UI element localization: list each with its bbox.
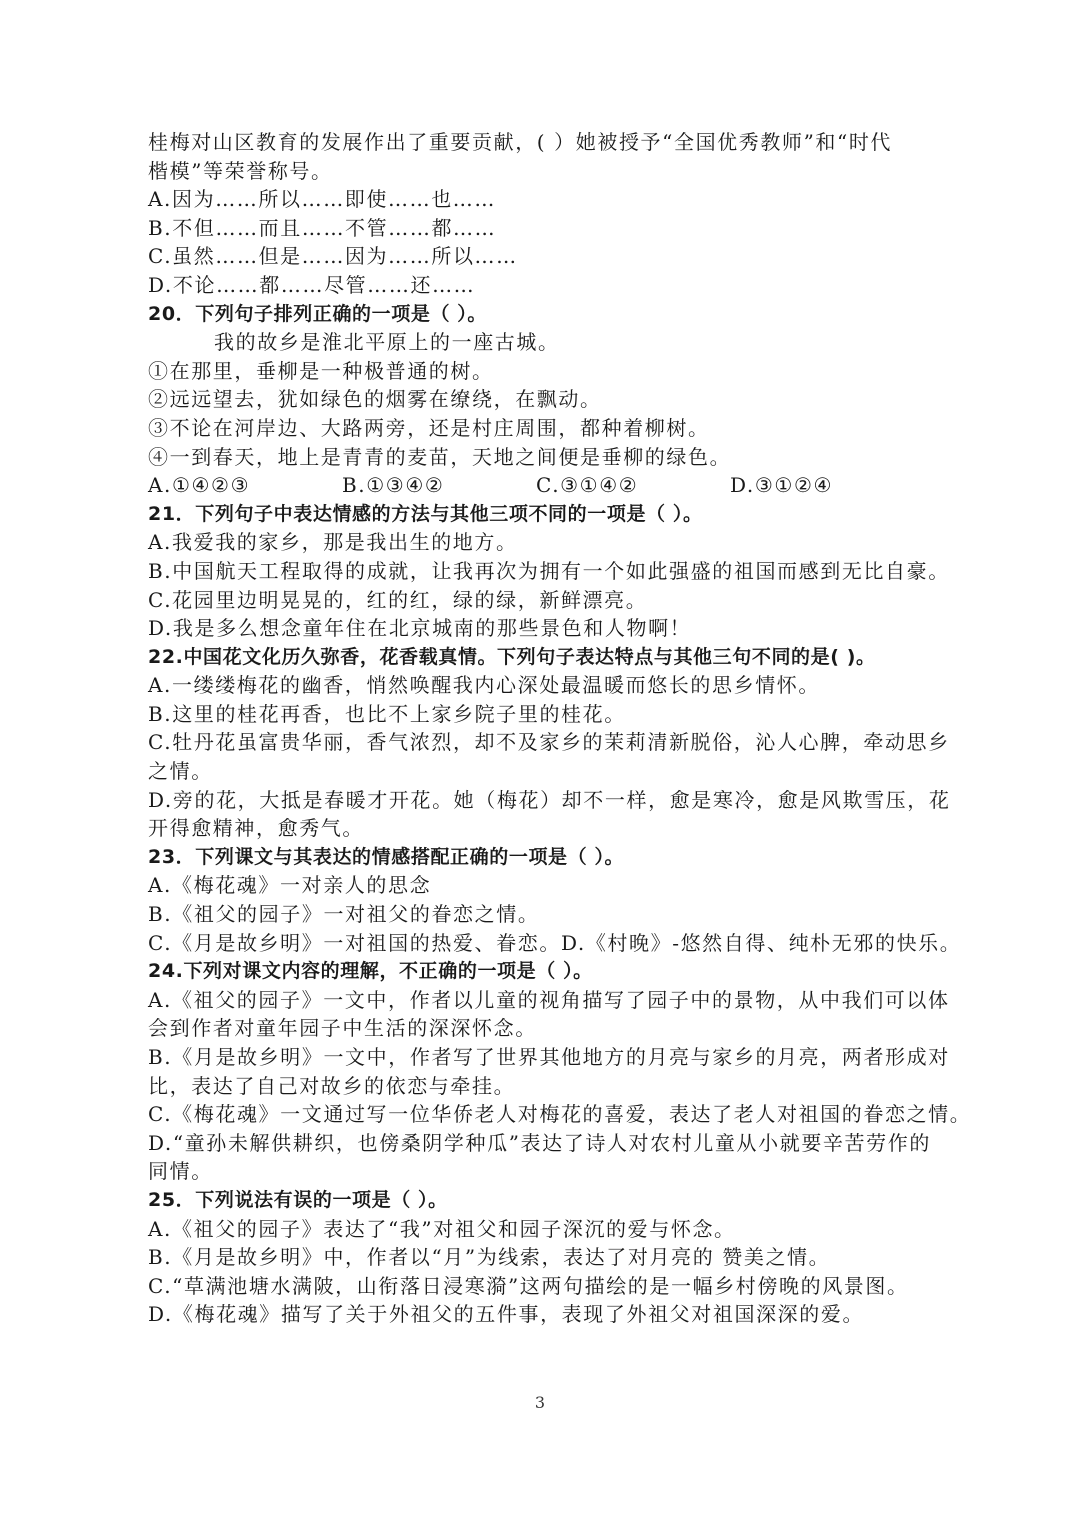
text-line: B.不但……而且……不管……都…… <box>148 215 497 240</box>
text-line: 会到作者对童年园子中生活的深深怀念。 <box>148 1016 537 1041</box>
text-line: B.这里的桂花再香，也比不上家乡院子里的桂花。 <box>148 701 626 726</box>
text-line: A.因为……所以……即使……也…… <box>148 187 497 212</box>
text-line: 比，表达了自己对故乡的依恋与牵挂。 <box>148 1073 516 1098</box>
question-stem: 21．下列句子中表达情感的方法与其他三项不同的一项是（ ）。 <box>148 502 703 525</box>
text-line: C.“草满池塘水满陂，山衔落日浸寒漪”这两句描绘的是一幅乡村傍晚的风景图。 <box>148 1273 909 1298</box>
text-line: C.牡丹花虽富贵华丽，香气浓烈，却不及家乡的茉莉清新脱俗，沁人心脾，牵动思乡 <box>148 730 950 755</box>
text-line: A.《祖父的园子》一文中，作者以儿童的视角描写了园子中的景物，从中我们可以体 <box>148 987 950 1012</box>
passage-sentence: 我的故乡是淮北平原上的一座古城。 <box>214 330 560 355</box>
answer-option: A.①④②③ <box>148 473 251 498</box>
text-line: ④一到春天，地上是青青的麦苗，天地之间便是垂柳的绿色。 <box>148 444 732 469</box>
page-number: 3 <box>534 1393 546 1412</box>
text-line: 之情。 <box>148 759 213 784</box>
text-line: ②远远望去，犹如绿色的烟雾在缭绕，在飘动。 <box>148 387 602 412</box>
text-line: A.《梅花魂》一对亲人的思念 <box>148 873 432 898</box>
answer-option: C.③①④② <box>536 473 639 498</box>
text-line: B.《月是故乡明》中，作者以“月”为线索，表达了对月亮的 赞美之情。 <box>148 1245 831 1270</box>
text-line: 开得愈精神，愈秀气。 <box>148 816 364 841</box>
text-line: C.花园里边明晃晃的，红的红，绿的绿，新鲜漂亮。 <box>148 587 648 612</box>
text-line: C.《梅花魂》一文通过写一位华侨老人对梅花的喜爱，表达了老人对祖国的眷恋之情。 <box>148 1102 972 1127</box>
question-stem: 23．下列课文与其表达的情感搭配正确的一项是（ ）。 <box>148 845 625 868</box>
text-line: B.《月是故乡明》一文中，作者写了世界其他地方的月亮与家乡的月亮，两者形成对 <box>148 1045 950 1069</box>
text-line: A.一缕缕梅花的幽香，悄然唤醒我内心深处最温暖而悠长的思乡情怀。 <box>148 673 820 698</box>
text-line: B.中国航天工程取得的成就，让我再次为拥有一个如此强盛的祖国而感到无比自豪。 <box>148 558 950 583</box>
answer-option: B.①③④② <box>342 473 445 498</box>
question-stem: 24.下列对课文内容的理解，不正确的一项是（ ）。 <box>148 960 593 983</box>
question-stem: 25．下列说法有误的一项是（ ）。 <box>148 1188 448 1211</box>
text-line: 同情。 <box>148 1159 213 1184</box>
text-line: D.旁的花，大抵是春暖才开花。她（梅花）却不一样，愈是寒冷，愈是风欺雪压，花 <box>148 787 951 812</box>
text-line: C.《月是故乡明》一对祖国的热爱、眷恋。D.《村晚》-悠然自得、纯朴无邪的快乐。 <box>148 930 962 955</box>
text-line: C.虽然……但是……因为……所以…… <box>148 244 518 269</box>
text-line: 桂梅对山区教育的发展作出了重要贡献，( ）她被授予“全国优秀教师”和“时代 <box>148 130 893 154</box>
text-line: A.我爱我的家乡，那是我出生的地方。 <box>148 530 518 555</box>
answer-options-row <box>148 471 958 500</box>
text-line: ③不论在河岸边、大路两旁，还是村庄周围，都种着柳树。 <box>148 415 710 440</box>
text-line: 楷模”等荣誉称号。 <box>148 158 333 183</box>
question-stem: 22.中国花文化历久弥香，花香载真情。下列句子表达特点与其他三句不同的是( )。 <box>148 645 876 668</box>
text-line: D.“童孙未解供耕织，也傍桑阴学种瓜”表达了诗人对农村儿童从小就要辛苦劳作的 <box>148 1130 931 1155</box>
text-line: B.《祖父的园子》一对祖父的眷恋之情。 <box>148 902 540 927</box>
text-line: D.不论……都……尽管……还…… <box>148 272 476 297</box>
answer-option: D.③①②④ <box>730 473 833 498</box>
exam-content <box>148 128 972 1329</box>
question-stem: 20．下列句子排列正确的一项是（ ）。 <box>148 302 487 325</box>
text-line: ①在那里，垂柳是一种极普通的树。 <box>148 358 494 383</box>
text-line: D.我是多么想念童年住在北京城南的那些景色和人物啊！ <box>148 616 692 641</box>
text-line: D.《梅花魂》描写了关于外祖父的五件事，表现了外祖父对祖国深深的爱。 <box>148 1302 865 1327</box>
text-line: A.《祖父的园子》表达了“我”对祖父和园子深沉的爱与怀念。 <box>148 1216 736 1241</box>
